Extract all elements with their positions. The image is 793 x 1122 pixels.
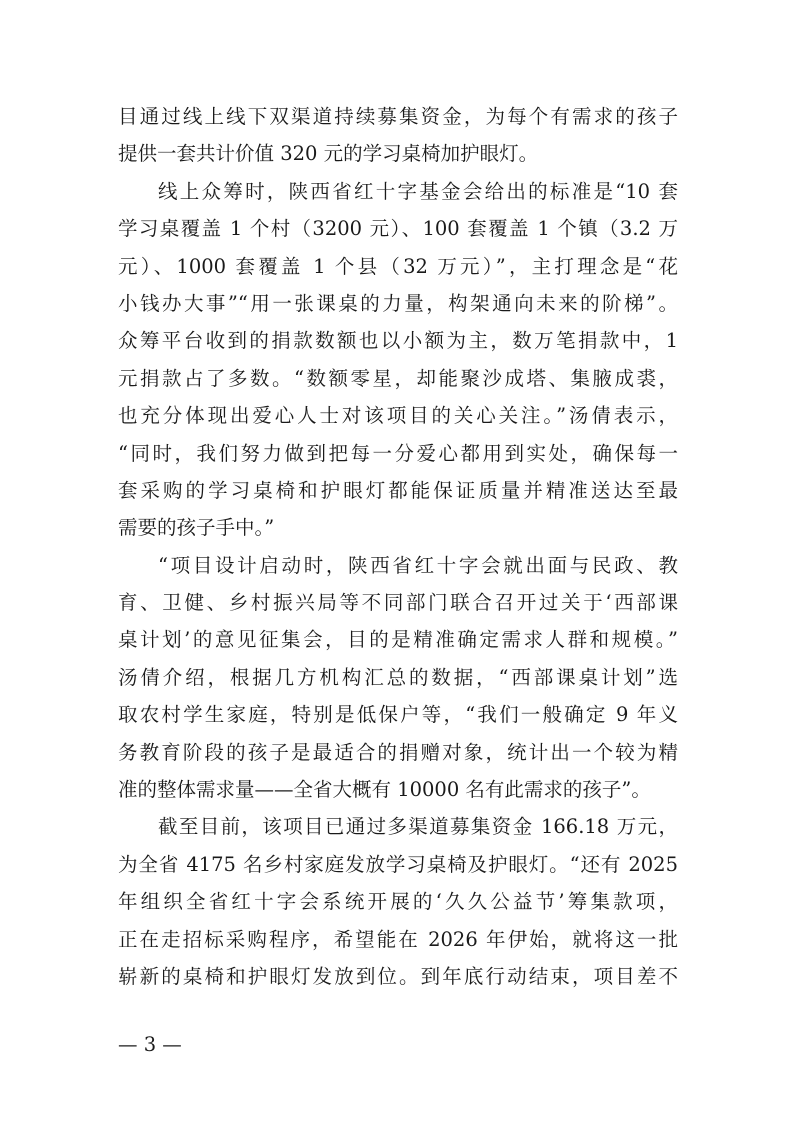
document-body [118,98,678,995]
text-line: 众筹平台收到的捐款数额也以小额为主，数万笔捐款中，1 [118,329,678,353]
text-line: 也充分体现出爱心人士对该项目的关心关注。”汤倩表示， [118,404,678,428]
text-line: “项目设计启动时，陕西省红十字会就出面与民政、教 [158,553,678,577]
text-line: 汤倩介绍，根据几方机构汇总的数据，“西部课桌计划”选 [118,665,678,689]
text-line: 目通过线上线下双渠道持续募集资金，为每个有需求的孩子 [118,105,678,128]
text-line: 元捐款占了多数。“数额零星，却能聚沙成塔、集腋成裘， [118,366,678,390]
text-line: 务教育阶段的孩子是最适合的捐赠对象，统计出一个较为精 [118,740,678,764]
text-line: 需要的孩子手中。” [118,516,275,540]
text-line: 准的整体需求量——全省大概有 10000 名有此需求的孩子”。 [118,778,651,802]
text-line: 年组织全省红十字会系统开展的‘久久公益节’筹集款项， [118,890,678,914]
text-line: 提供一套共计价值 320 元的学习桌椅加护眼灯。 [118,142,539,166]
text-line: 崭新的桌椅和护眼灯发放到位。到年底行动结束，项目差不 [118,964,678,988]
text-line: 套采购的学习桌椅和护眼灯都能保证质量并精准送达至最 [118,478,678,502]
text-line: 截至目前，该项目已通过多渠道募集资金 166.18 万元， [158,815,678,839]
text-line: 桌计划’的意见征集会，目的是精准确定需求人群和规模。” [118,628,678,652]
text-line: 取农村学生家庭，特别是低保户等，“我们一般确定 9 年义 [118,703,678,727]
text-line: 育、卫健、乡村振兴局等不同部门联合召开过关于‘西部课 [118,591,678,615]
text-line: 小钱办大事”“用一张课桌的力量，构架通向未来的阶梯”。 [118,291,678,315]
text-line: 线上众筹时，陕西省红十字基金会给出的标准是“10 套 [158,179,678,203]
text-line: 正在走招标采购程序，希望能在 2026 年伊始，就将这一批 [118,927,678,951]
page-number: — 3 — [118,1033,182,1056]
text-line: 元）、1000 套覆盖 1 个县（32 万元）”，主打理念是“花 [118,254,678,278]
text-line: 为全省 4175 名乡村家庭发放学习桌椅及护眼灯。“还有 2025 [118,852,678,876]
text-line: 学习桌覆盖 1 个村（3200 元）、100 套覆盖 1 个镇（3.2 万 [118,217,678,241]
text-line: “同时，我们努力做到把每一分爱心都用到实处，确保每一 [118,441,678,465]
